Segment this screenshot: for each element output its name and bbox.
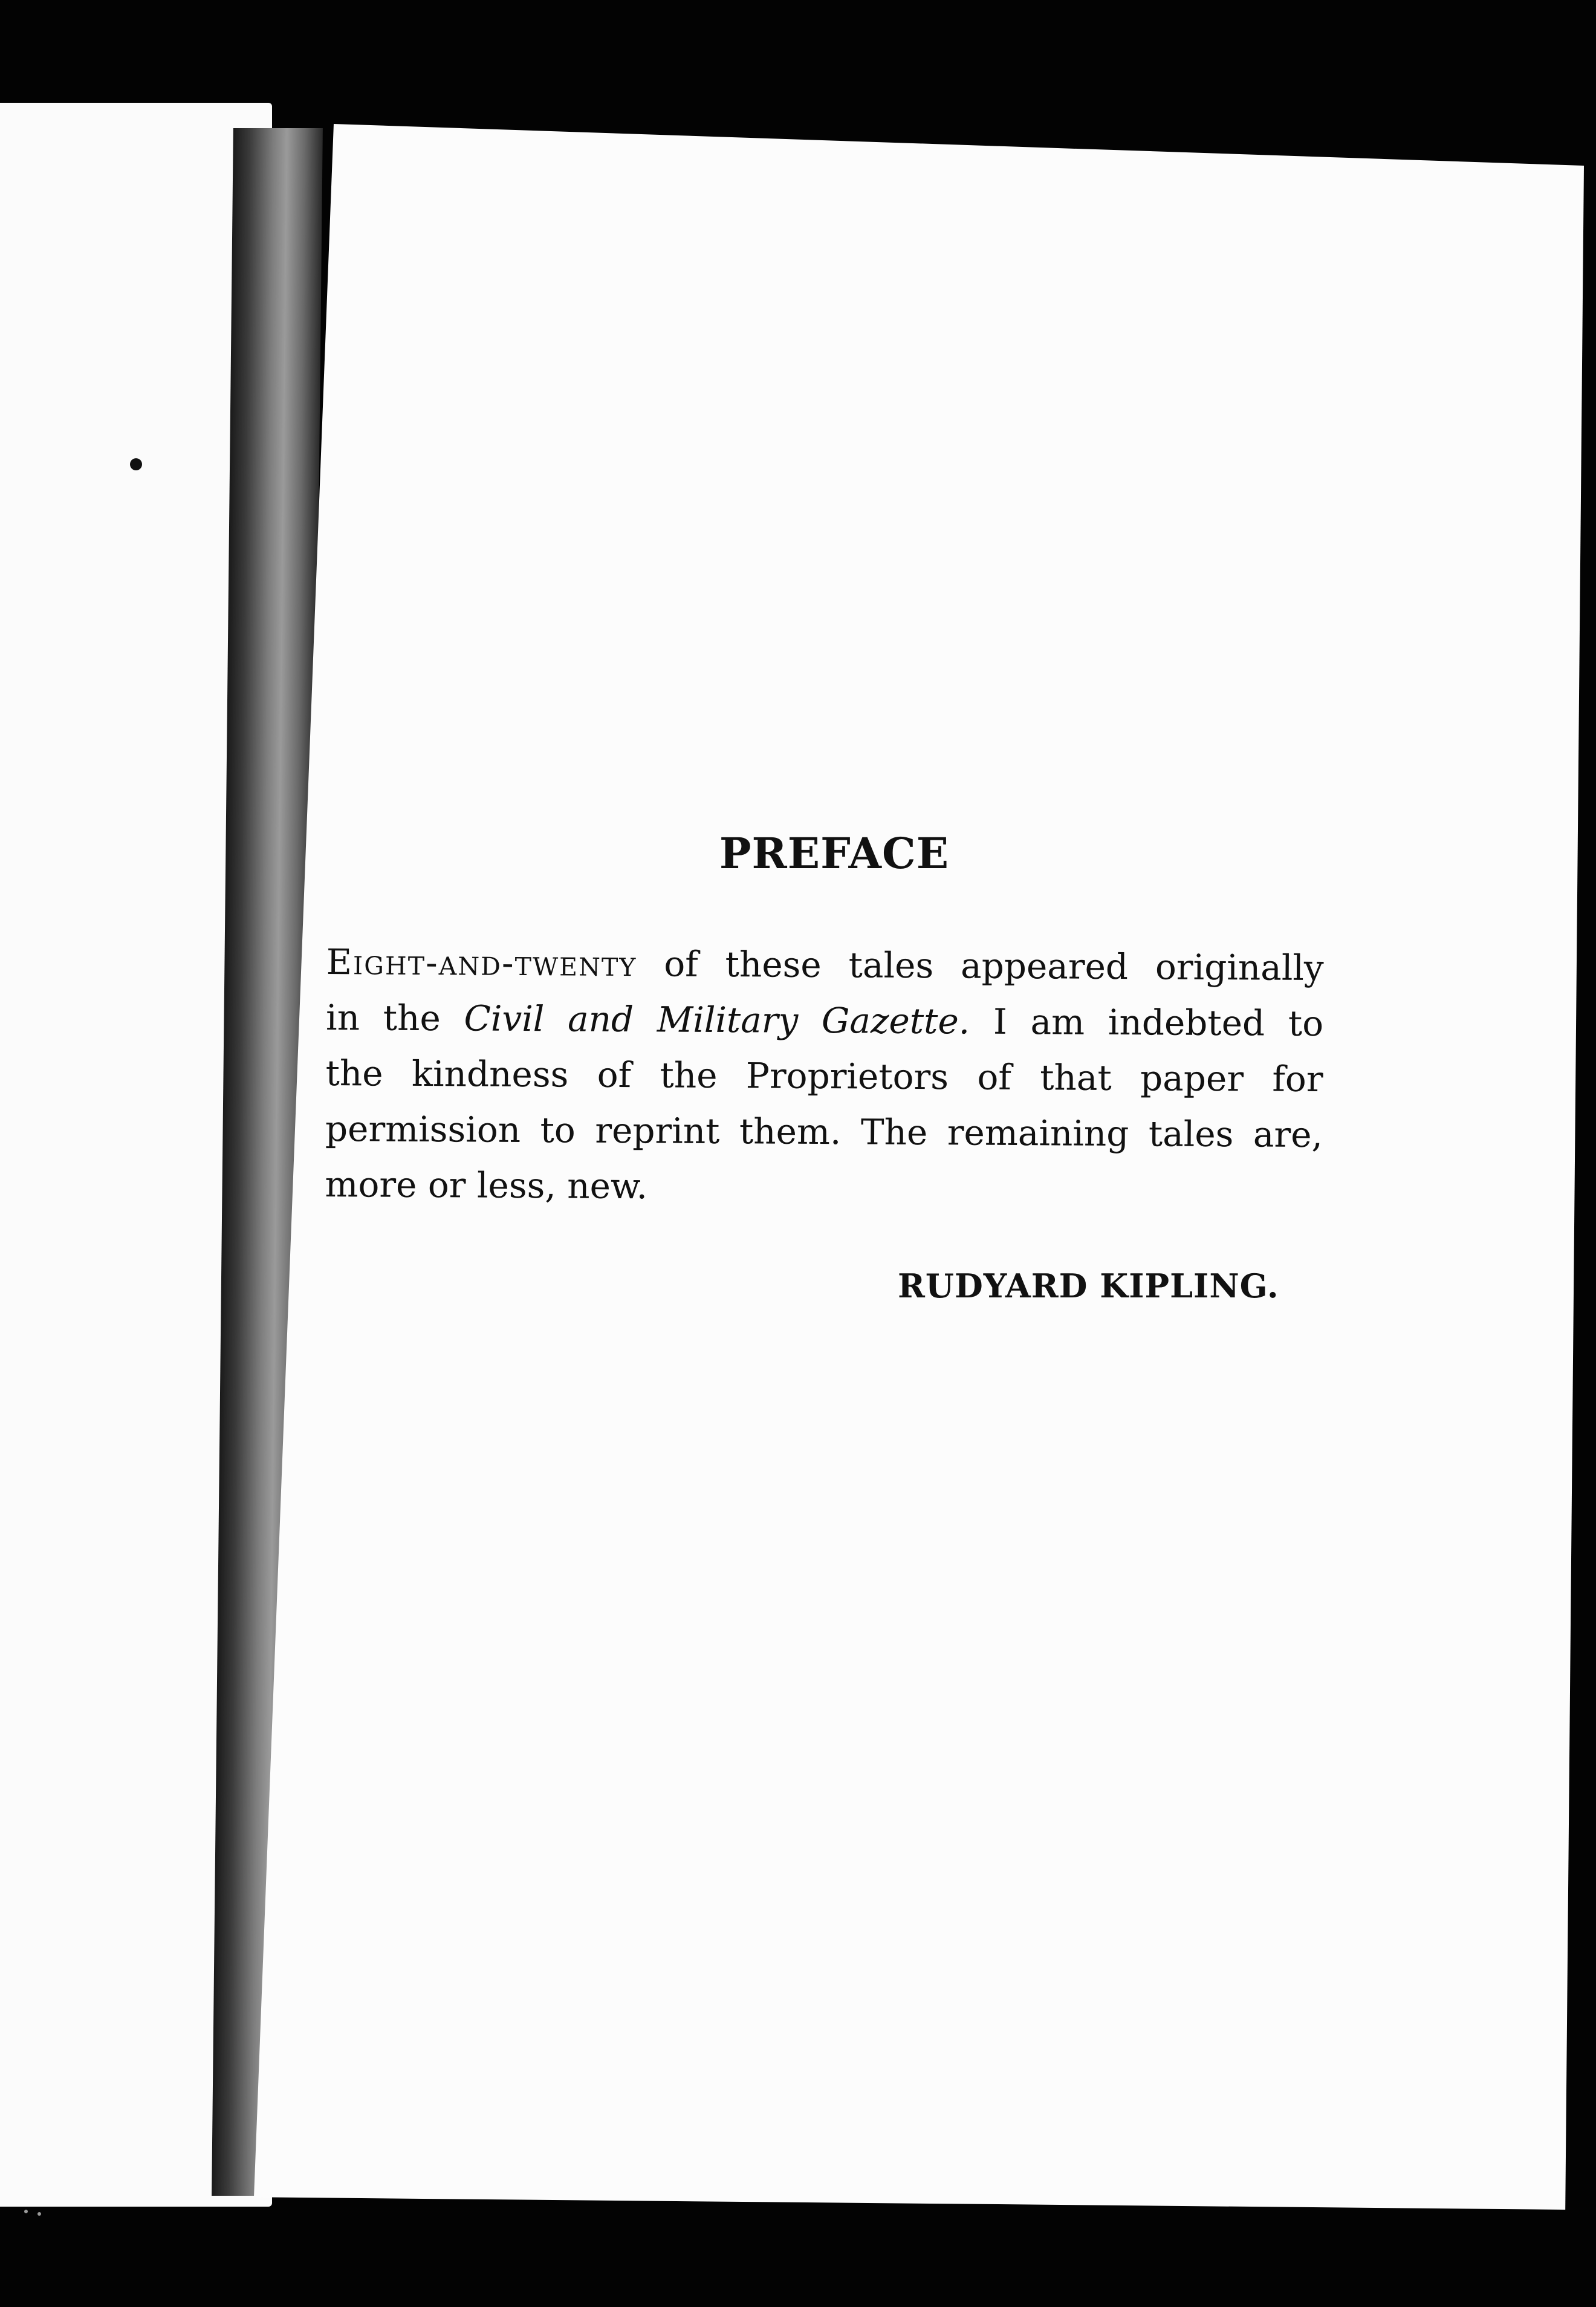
preface-paragraph [325,934,1324,1218]
paragraph-line-1 [326,934,1324,996]
paragraph-line-5 [325,1157,1323,1218]
speck [24,2210,28,2213]
author-signature: RUDYARD KIPLING. [898,1267,1279,1305]
line-text: the kindness of the Proprietors of that paper for [325,1052,1323,1100]
paragraph-line-4 [325,1101,1323,1163]
paragraph-line-2 [326,990,1324,1051]
line-text: more or less, new. [325,1163,648,1207]
opening-words: Eight-and-twenty [326,941,637,985]
ink-dot [130,458,142,470]
line-text: in the [325,996,464,1039]
paragraph-line-3 [325,1045,1323,1107]
line-text: permission to reprint them. The remaining tales are, [325,1108,1323,1156]
scan-specks [24,2210,48,2216]
line-text: of these tales appeared originally [637,943,1324,989]
page-title: PREFACE [719,828,950,878]
speck [37,2212,41,2216]
publication-title: Civil and Military Gazette. [464,998,970,1042]
page-content [326,0,1366,2307]
line-text: I am indebted to [969,1001,1324,1045]
